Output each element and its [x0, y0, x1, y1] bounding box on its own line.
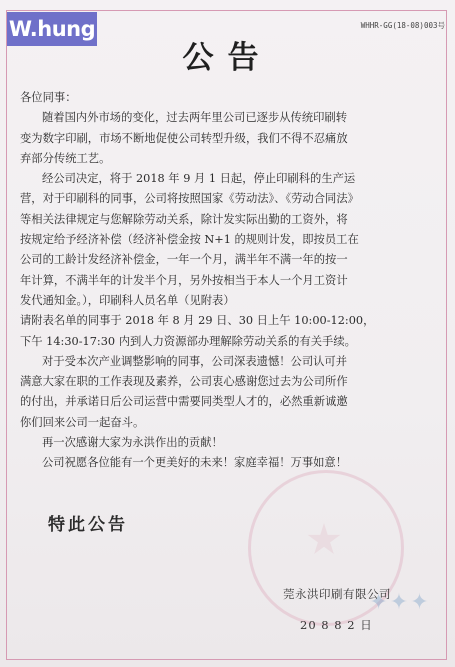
- body-line: 满意大家在职的工作表现及素养，公司衷心感谢您过去为公司所作: [20, 375, 348, 389]
- body-line: 经公司决定，将于 2018 年 9 月 1 日起，停止印刷科的生产运: [42, 172, 356, 186]
- body-line: 请附表名单的同事于 2018 年 8 月 29 日、30 日上午 10:00-12:00，: [20, 314, 375, 328]
- notice-body: [20, 88, 435, 474]
- salutation: 各位同事：: [20, 91, 77, 104]
- body-line: 的付出，并承诺日后公司运营中需要同类型人才的，必然重新诚邀: [20, 395, 348, 409]
- issue-date: 20 8 8 2 日: [300, 618, 373, 632]
- body-line: 营，对于印刷科的同事，公司将按照国家《劳动法》、《劳动合同法》: [20, 192, 359, 206]
- notice-title: 公告: [182, 40, 273, 76]
- body-line: 再一次感谢大家为永洪作出的贡献！: [42, 436, 223, 450]
- sign-off: 特此公告: [48, 515, 128, 535]
- body-line: 公司祝愿各位能有一个更美好的未来！家庭幸福！万事如意！: [42, 456, 348, 470]
- body-line: 发代通知金。），印刷科人员名单（见附表）: [20, 293, 235, 307]
- body-line: 年计算，不满半年的计发半个月，另外按相当于本人一个月工资计: [20, 273, 348, 287]
- watermark-logo: ✦✦✦: [369, 589, 431, 615]
- body-line: 按规定给予经济补偿（经济补偿金按 N+1 的规则计发，即按员工在: [20, 233, 359, 247]
- company-name: 莞永洪印刷有限公司: [283, 587, 391, 601]
- body-line: 你们回来公司一起奋斗。: [20, 415, 145, 429]
- logo-text: W.hung: [8, 17, 96, 41]
- body-line: 等相关法律规定与您解除劳动关系，除计发实际出勤的工资外，将: [20, 212, 348, 226]
- body-line: 公司的工龄计发经济补偿金，一年一个月，满半年不满一年的按一: [20, 253, 348, 267]
- body-line: 弃部分传统工艺。: [20, 151, 111, 165]
- body-line: 下午 14:30-17:30 内到人力资源部办理解除劳动关系的有关手续。: [20, 334, 356, 348]
- body-line: 随着国内外市场的变化，过去两年里公司已逐步从传统印刷转: [42, 111, 348, 125]
- body-line: 变为数字印刷，市场不断地促使公司转型升级，我们不得不忍痛放: [20, 131, 348, 145]
- body-line: 对于受本次产业调整影响的同事，公司深表遗憾！公司认可并: [42, 354, 348, 368]
- document-number: WHHR-GG(18-08)003号: [360, 21, 445, 30]
